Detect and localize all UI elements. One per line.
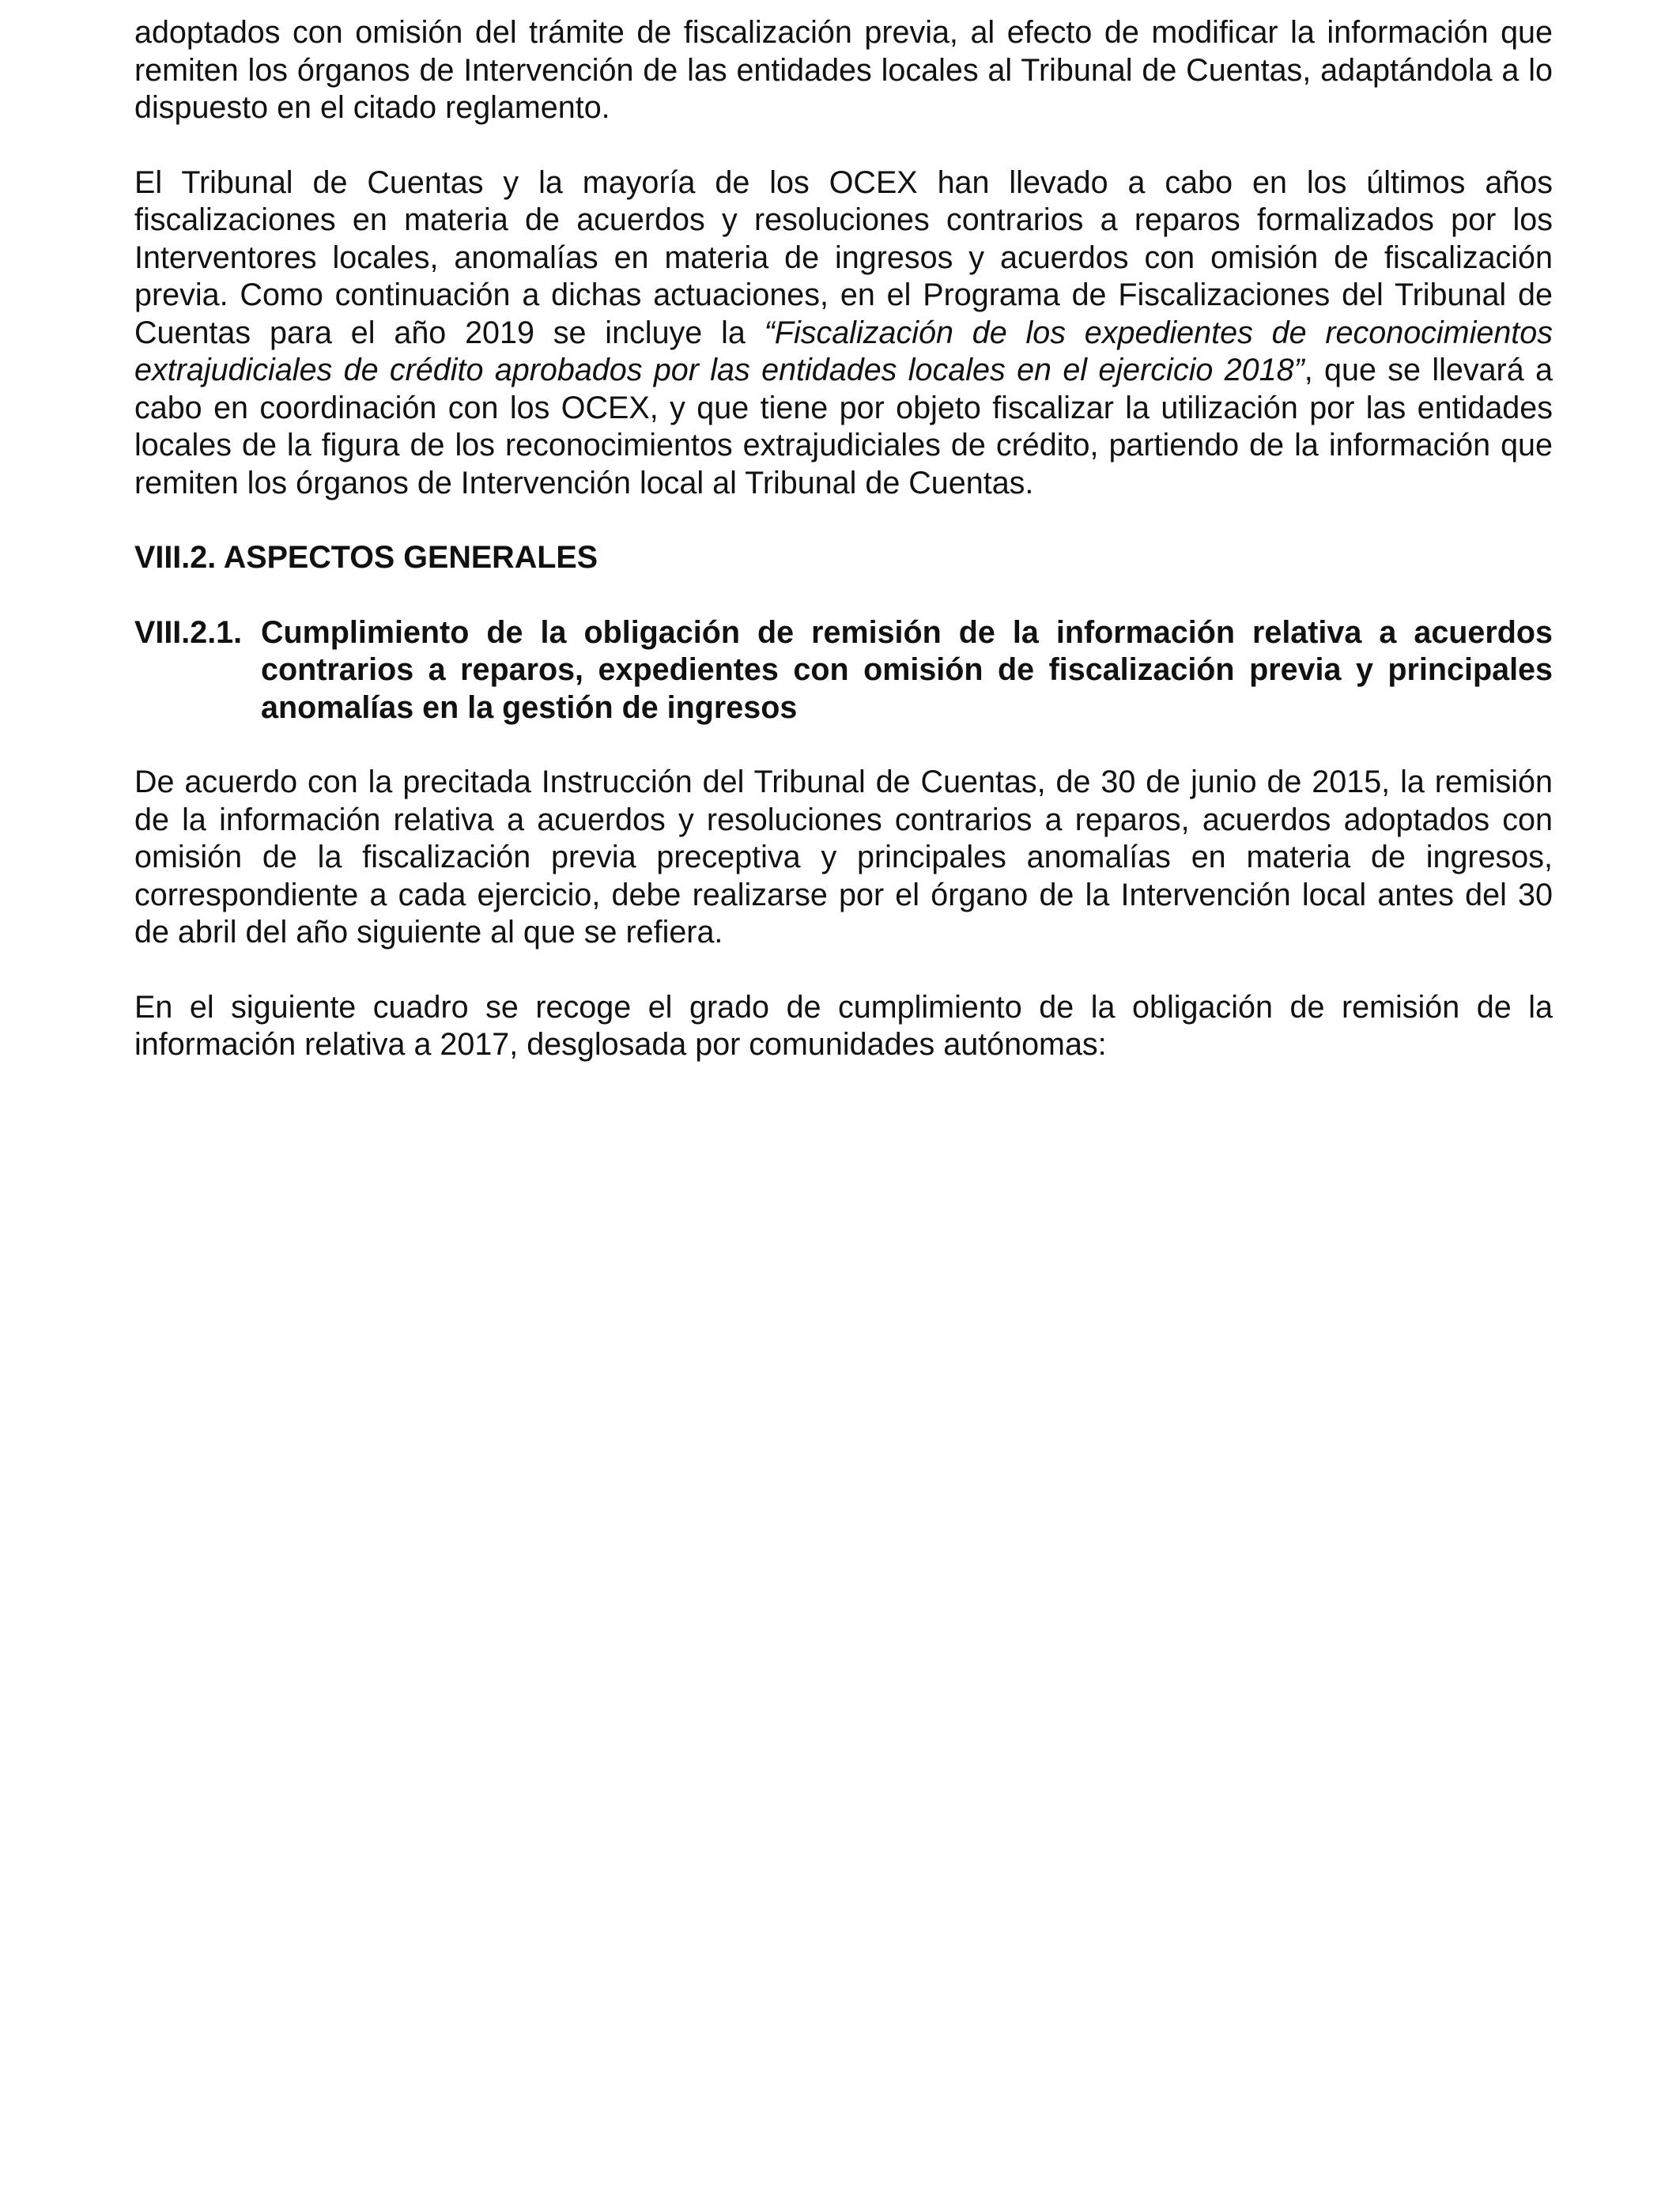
fiscalization-title-italic: “Fiscalización de los expedientes de reconocimientos extrajudiciales de crédito aprobados por las entidades locales en el ejercicio 2018” <box>134 315 1553 387</box>
paragraph-gap <box>134 502 1553 539</box>
paragraph-gap <box>134 727 1553 764</box>
paragraph-tribunal-ocex <box>134 164 1553 503</box>
subsection-title: Cumplimiento de la obligación de remisión de la información relativa a acuerdos contrarios a reparos, expedientes con omisión de fiscalización previa y principales anomalías en la gestión de ingresos <box>261 614 1553 725</box>
section-heading: VIII.2. ASPECTOS GENERALES <box>134 540 598 575</box>
paragraph-intro-continuation: adoptados con omisión del trámite de fiscalización previa, al efecto de modificar la información que remiten los órganos de Intervención de las entidades locales al Tribunal de Cuentas, adaptándola a lo dispuesto en el citado reglamento. <box>134 15 1553 125</box>
paragraph-instruccion: De acuerdo con la precitada Instrucción del Tribunal de Cuentas, de 30 de junio de 2015, la remisión de la información relativa a acuerdos y resoluciones contrarios a reparos, acuerdos adoptados con omisión de la fiscalización previa preceptiva y principales anomalías en materia de ingresos, correspondiente a cada ejercicio, debe realizarse por el órgano de la Intervención local antes del 30 de abril del año siguiente al que se refiera. <box>134 765 1553 950</box>
subsection-heading <box>134 614 1553 727</box>
paragraph-cuadro-intro: En el siguiente cuadro se recoge el grado de cumplimiento de la obligación de remisión de la información relativa a 2017, desglosada por comunidades autónomas: <box>134 989 1553 1062</box>
paragraph-text: , que se llevará a cabo en coordinación con los OCEX, y que tiene por objeto fiscalizar la utilización por las entidades locales de la figura de los reconocimientos extrajudiciales de crédito, partiendo de la información que remiten los órganos de Intervención local al Tribunal de Cuentas. <box>134 353 1553 500</box>
subsection-number: VIII.2.1. <box>134 614 243 650</box>
paragraph-text: El Tribunal de Cuentas y la mayoría de los OCEX han llevado a cabo en los últimos años fiscalizaciones en materia de acuerdos y resoluciones contrarios a reparos formalizados por los Interventores locales, anomalías en materia de ingresos y acuerdos con omisión de fiscalización previa. Como continuación a dichas actuaciones, en el Programa de Fiscalizaciones del Tribunal de Cuentas para el año 2019 se incluye la <box>134 164 1553 350</box>
paragraph-gap <box>134 127 1553 164</box>
document-page <box>134 14 1553 1064</box>
paragraph-gap <box>134 952 1553 989</box>
paragraph-gap <box>134 577 1553 614</box>
